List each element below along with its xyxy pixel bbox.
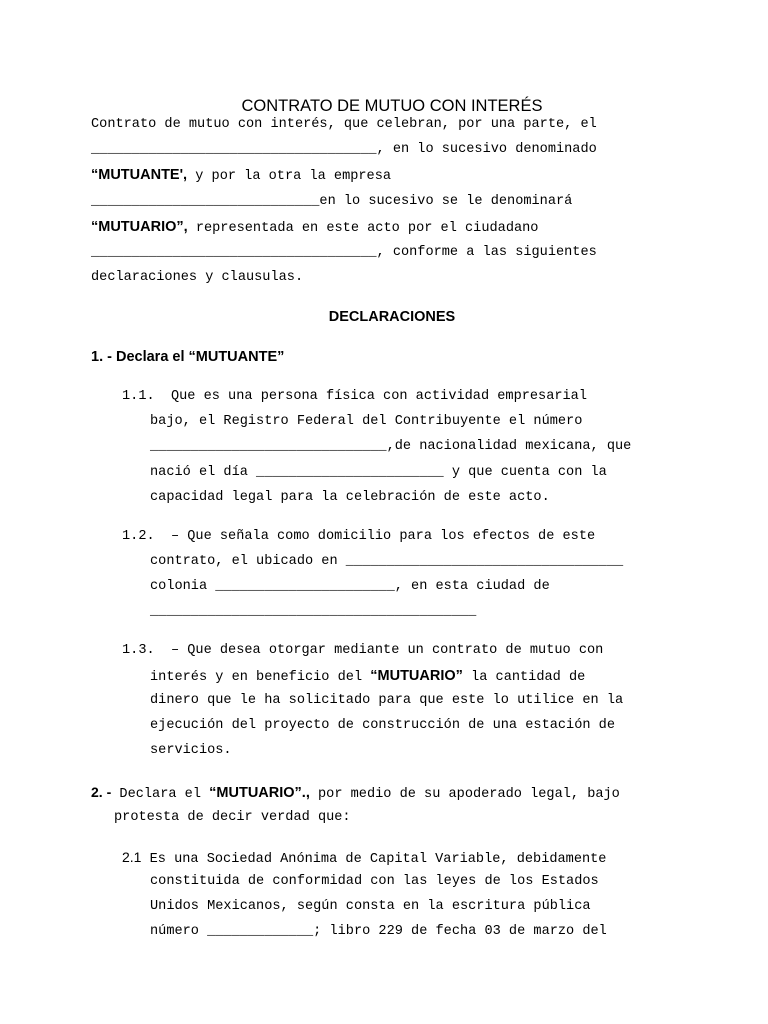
intro-line-3-text: y por la otra la empresa xyxy=(187,169,392,184)
clause-1-1-text-1: Que es una persona física con actividad empresarial xyxy=(154,389,587,404)
mutuario-term: “MUTUARIO”, xyxy=(91,219,188,235)
section-2-line-2: protesta de decir verdad que: xyxy=(114,810,351,825)
clause-1-2-line-2: contrato, el ubicado en __________________________________ xyxy=(150,554,624,569)
intro-line-6: ___________________________________, conforme a las siguientes xyxy=(91,245,597,260)
section-1-number: 1. xyxy=(91,349,104,365)
clause-1-3-line-2 xyxy=(150,667,585,687)
clause-1-2-line-3: colonia ______________________, en esta ciudad de xyxy=(150,579,550,594)
clause-2-1-line-3: Unidos Mexicanos, según consta en la escritura pública xyxy=(150,899,591,914)
clause-2-1-text-1: Es una Sociedad Anónima de Capital Variable, debidamente xyxy=(141,852,607,867)
clause-2-1-number: 2.1 xyxy=(122,849,142,865)
section-2-dash: - xyxy=(102,784,112,800)
clause-1-3-line-4: ejecución del proyecto de construcción de una estación de xyxy=(150,718,615,733)
clause-2-1-line-1 xyxy=(122,848,606,869)
clause-2-1-line-4: número _____________; libro 229 de fecha 03 de marzo del xyxy=(150,924,607,939)
clause-1-3-text-2b: la cantidad de xyxy=(462,670,586,685)
mutuario-term-2: “MUTUARIO” xyxy=(370,668,463,684)
clause-1-3-line-1 xyxy=(122,642,603,660)
clause-1-3-line-5: servicios. xyxy=(150,743,232,758)
clause-1-1-line-5: capacidad legal para la celebración de este acto. xyxy=(150,490,550,505)
clause-1-1-line-3: _____________________________,de nacionalidad mexicana, que xyxy=(150,439,632,454)
declaraciones-heading: DECLARACIONES xyxy=(328,309,456,325)
clause-1-2-text-1: – Que señala como domicilio para los efectos de este xyxy=(154,529,596,544)
intro-line-4: ____________________________en lo sucesivo se le denominará xyxy=(91,194,573,209)
intro-line-1: Contrato de mutuo con interés, que celebran, por una parte, el xyxy=(91,117,597,132)
intro-line-5 xyxy=(91,218,538,238)
clause-1-1-number: 1.1. xyxy=(122,389,155,404)
clause-2-1-line-2: constituida de conformidad con las leyes de los Estados xyxy=(150,874,599,889)
clause-1-3-line-3: dinero que le ha solicitado para que este lo utilice en la xyxy=(150,693,624,708)
clause-1-2-line-1 xyxy=(122,528,595,546)
section-1-heading xyxy=(91,348,284,366)
section-1-title: - Declara el “MUTUANTE” xyxy=(103,349,285,365)
mutuante-term: “MUTUANTE', xyxy=(91,167,188,183)
intro-line-3 xyxy=(91,166,391,186)
intro-line-2: ___________________________________, en lo sucesivo denominado xyxy=(91,142,597,157)
clause-1-2-line-4: ________________________________________ xyxy=(150,604,477,619)
clause-1-1-line-2: bajo, el Registro Federal del Contribuyente el número xyxy=(150,414,583,429)
clause-1-1-line-4: nació el día _______________________ y que cuenta con la xyxy=(150,465,607,480)
section-2-text-1b: por medio de su apoderado legal, bajo xyxy=(309,787,620,802)
intro-line-5-text: representada en este acto por el ciudadano xyxy=(187,221,539,236)
section-2-number: 2. xyxy=(91,784,103,800)
clause-1-3-number: 1.3. xyxy=(122,643,155,658)
clause-1-2-number: 1.2. xyxy=(122,529,155,544)
section-2-text-1a: Declara el xyxy=(111,787,210,802)
clause-1-3-text-2a: interés y en beneficio del xyxy=(150,670,371,685)
intro-line-7: declaraciones y clausulas. xyxy=(91,270,304,285)
section-2-line-1 xyxy=(91,783,620,804)
document-title: CONTRATO DE MUTUO CON INTERÉS xyxy=(241,97,543,115)
clause-1-3-text-1: – Que desea otorgar mediante un contrato de mutuo con xyxy=(154,643,604,658)
mutuario-term-3: “MUTUARIO”., xyxy=(209,785,310,801)
clause-1-1-line-1 xyxy=(122,388,587,406)
